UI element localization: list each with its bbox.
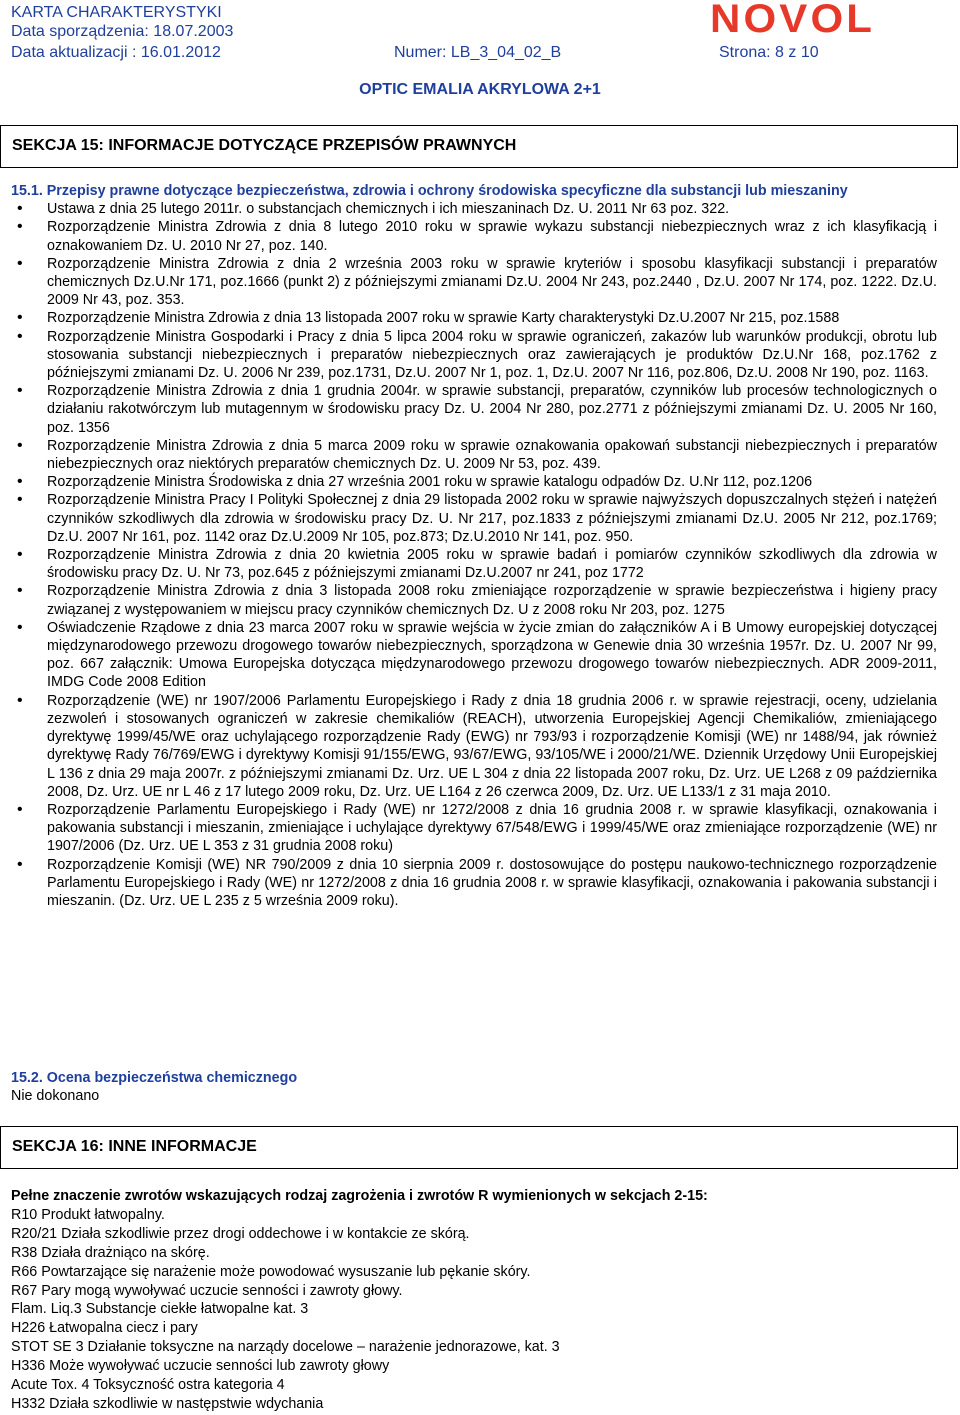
regulation-item: • Rozporządzenie Ministra Zdrowia z dnia 20 kwietnia 2005 roku w sprawie badań i pomiarów czynników szkodliwych dla zdrowia w środowisku pracy Dz. U. Nr 73, poz.645 z późniejszymi zmianami Dz.U.2007 nr 241, poz 1772 <box>11 546 937 582</box>
regulation-item: • Rozporządzenie Ministra Gospodarki i Pracy z dnia 5 lipca 2004 roku w sprawie ograniczeń, zakazów lub warunków produkcji, obrotu lub stosowania substancji niebezpiecznych i preparatów niebezpiecznych oraz zawierających je produktów Dz.U.Nr 168, poz.1762 z późniejszymi zmianami Dz. U. 2006 Nr 239, poz.1731, Dz.U. 2007 Nr 1, poz. 1, Dz.U. 2007 Nr 116, poz.806, Dz.U. 2008 Nr 190, poz. 1163. <box>11 328 937 383</box>
regulation-item: • Rozporządzenie (WE) nr 1907/2006 Parlamentu Europejskiego i Rady z dnia 18 grudnia 2006 r. w sprawie rejestracji, oceny, udzielania zezwoleń i stosowanych ograniczeń w zakresie chemikaliów (REACH), utworzenia Europejskiej Agencji Chemikaliów, zmieniającego dyrektywę 1999/45/WE oraz uchylającego rozporządzenie Rady (EWG) nr 793/93 i rozporządzenie Komisji (WE) nr 1488/94, jak również dyrektywę Rady 76/769/EWG i dyrektywy Komisji 91/155/EWG, 93/67/EWG, 93/105/WE i 2000/21/WE. Dziennik Urzędowy Unii Europejskiej L 136 z dnia 29 maja 2007r. z późniejszymi zmianami Dz. Urz. UE L 304 z dnia 22 listopada 2007 roku, Dz. Urz. UE L268 z 09 października 2008, Dz. Urz. UE nr L 46 z 17 lutego 2009 roku, Dz. Urz. UE L164 z 26 czerwca 2009, Dz. Urz. UE L133/1 z 31 maja 2010. <box>11 692 937 801</box>
phrase-line: STOT SE 3 Działanie toksyczne na narządy docelowe – narażenie jednorazowe, kat. 3 <box>11 1339 560 1356</box>
phrase-line: Acute Tox. 4 Toksyczność ostra kategoria 4 <box>11 1377 285 1394</box>
phrase-line: H336 Może wywoływać uczucie senności lub zawroty głowy <box>11 1358 390 1375</box>
novol-logo: NOVOL <box>710 0 876 41</box>
document-type: KARTA CHARAKTERYSTYKI <box>11 4 222 21</box>
regulations-list <box>11 200 937 910</box>
regulation-item: • Rozporządzenie Ministra Zdrowia z dnia 5 marca 2009 roku w sprawie oznakowania opakowań substancji niebezpiecznych i preparatów niebezpiecznych oraz niektórych preparatów chemicznych Dz. U. 2009 Nr 53, poz. 439. <box>11 437 937 473</box>
page-number: Strona: 8 z 10 <box>719 44 819 61</box>
phrase-line: R10 Produkt łatwopalny. <box>11 1206 165 1223</box>
regulation-item: • Rozporządzenie Parlamentu Europejskiego i Rady (WE) nr 1272/2008 z dnia 16 grudnia 2008 r. w sprawie klasyfikacji, oznakowania i pakowania substancji i mieszanin, zmieniające i uchylające dyrektywy 67/548/EWG i 1999/45/WE oraz zmieniające rozporządzenie (WE) nr 1907/2006 (Dz. Urz. UE L 353 z 31 grudnia 2008 roku) <box>11 801 937 856</box>
section-15-title: SEKCJA 15: INFORMACJE DOTYCZĄCE PRZEPISÓW PRAWNYCH <box>12 137 517 154</box>
subsection-15-2-title: 15.2. Ocena bezpieczeństwa chemicznego <box>11 1070 298 1086</box>
phrase-line: H226 Łatwopalna ciecz i pary <box>11 1320 198 1337</box>
subsection-15-2 <box>11 1069 297 1105</box>
phrase-line: R67 Pary mogą wywoływać uczucie senności i zawroty głowy. <box>11 1282 403 1299</box>
creation-date: Data sporządzenia: 18.07.2003 <box>11 23 234 40</box>
section-15-content <box>11 182 937 910</box>
phrase-line: H332 Działa szkodliwie w następstwie wdychania <box>11 1395 324 1412</box>
regulation-item: • Rozporządzenie Ministra Zdrowia z dnia 13 listopada 2007 roku w sprawie Karty charakterystyki Dz.U.2007 Nr 215, poz.1588 <box>11 309 937 327</box>
phrase-line: R38 Działa drażniąco na skórę. <box>11 1244 210 1261</box>
phrases-list <box>11 1206 941 1414</box>
product-title: OPTIC EMALIA AKRYLOWA 2+1 <box>359 81 601 98</box>
document-number: Numer: LB_3_04_02_B <box>394 44 562 61</box>
update-date: Data aktualizacji : 16.01.2012 <box>11 44 221 61</box>
regulation-item: • Rozporządzenie Ministra Zdrowia z dnia 1 grudnia 2004r. w sprawie substancji, preparatów, czynników lub procesów technologicznych o działaniu rakotwórczym lub mutagennym w środowisku pracy Dz. U. 2004 Nr 280, poz.2771 z późniejszymi zmianami Dz. U. 2005 Nr 160, poz. 1356 <box>11 382 937 437</box>
phrases-lead: Pełne znaczenie zwrotów wskazujących rodzaj zagrożenia i zwrotów R wymienionych w sekcjach 2-15: <box>11 1188 708 1204</box>
regulation-item: • Rozporządzenie Ministra Zdrowia z dnia 3 listopada 2008 roku zmieniające rozporządzenie w sprawie bezpieczeństwa i higieny pracy związanej z występowaniem w miejscu pracy czynników chemicznych Dz. U z 2008 roku Nr 203, poz. 1275 <box>11 582 937 618</box>
phrase-line: R66 Powtarzające się narażenie może powodować wysuszanie lub pękanie skóry. <box>11 1263 531 1280</box>
regulation-item: • Oświadczenie Rządowe z dnia 23 marca 2007 roku w sprawie wejścia w życie zmian do załączników A i B Umowy europejskiej dotyczącej międzynarodowego przewozu drogowego towarów niebezpiecznych, sporządzona w Genewie dnia 30 września 1957r. Dz. U. 2007 Nr 99, poz. 667 załącznik: Umowa Europejska dotycząca międzynarodowego przewozu drogowego towarów niebezpiecznych. ADR 2009-2011, IMDG Code 2008 Edition <box>11 619 937 692</box>
section-15-header <box>0 125 958 168</box>
phrase-line: R20/21 Działa szkodliwie przez drogi oddechowe i w kontakcie ze skórą. <box>11 1225 470 1242</box>
regulation-item: • Rozporządzenie Ministra Zdrowia z dnia 2 września 2003 roku w sprawie kryteriów i sposobu klasyfikacji substancji i preparatów chemicznych Dz.U.Nr 171, poz.1666 (punkt 2) z późniejszymi zmianami Dz.U. 2004 Nr 243, poz.2440 , Dz.U. 2007 Nr 174, poz. 1222. Dz.U. 2009 Nr 43, poz. 353. <box>11 255 937 310</box>
regulation-item: • Rozporządzenie Ministra Środowiska z dnia 27 września 2001 roku w sprawie katalogu odpadów Dz. U.Nr 112, poz.1206 <box>11 473 937 491</box>
subsection-15-2-text: Nie dokonano <box>11 1088 100 1105</box>
regulation-item: • Rozporządzenie Komisji (WE) NR 790/2009 z dnia 10 sierpnia 2009 r. dostosowujące do postępu naukowo-technicznego rozporządzenie Parlamentu Europejskiego i Rady (WE) nr 1272/2008 z dnia 16 grudnia 2008 r. w sprawie klasyfikacji, oznakowania i pakowania substancji i mieszanin. (Dz. Urz. UE L 235 z 5 września 2009 roku). <box>11 856 937 911</box>
regulation-item: • Rozporządzenie Ministra Pracy I Polityki Społecznej z dnia 29 listopada 2002 roku w sprawie najwyższych dopuszczalnych stężeń i natężeń czynników szkodliwych dla zdrowia w środowisku pracy Dz. U. Nr 217, poz.1833 z późniejszymi zmianami Dz.U. 2005 Nr 212, poz.1769; Dz.U. 2007 Nr 161, poz. 1142 oraz Dz.U.2009 Nr 105, poz.873; Dz.U.2010 Nr 141, poz. 950. <box>11 491 937 546</box>
section-16-title: SEKCJA 16: INNE INFORMACJE <box>12 1138 257 1155</box>
regulation-item: • Ustawa z dnia 25 lutego 2011r. o substancjach chemicznych i ich mieszaninach Dz. U. 2011 Nr 63 poz. 322. <box>11 200 937 218</box>
section-16-content <box>11 1187 941 1414</box>
regulation-item: • Rozporządzenie Ministra Zdrowia z dnia 8 lutego 2010 roku w sprawie wykazu substancji niebezpiecznych wraz z ich klasyfikacją i oznakowaniem Dz. U. 2010 Nr 27, poz. 140. <box>11 218 937 254</box>
phrase-line: Flam. Liq.3 Substancje ciekłe łatwopalne kat. 3 <box>11 1301 309 1318</box>
section-16-header <box>0 1126 958 1169</box>
subsection-15-1-title: 15.1. Przepisy prawne dotyczące bezpieczeństwa, zdrowia i ochrony środowiska specyficzne dla substancji lub mieszaniny <box>11 183 848 199</box>
